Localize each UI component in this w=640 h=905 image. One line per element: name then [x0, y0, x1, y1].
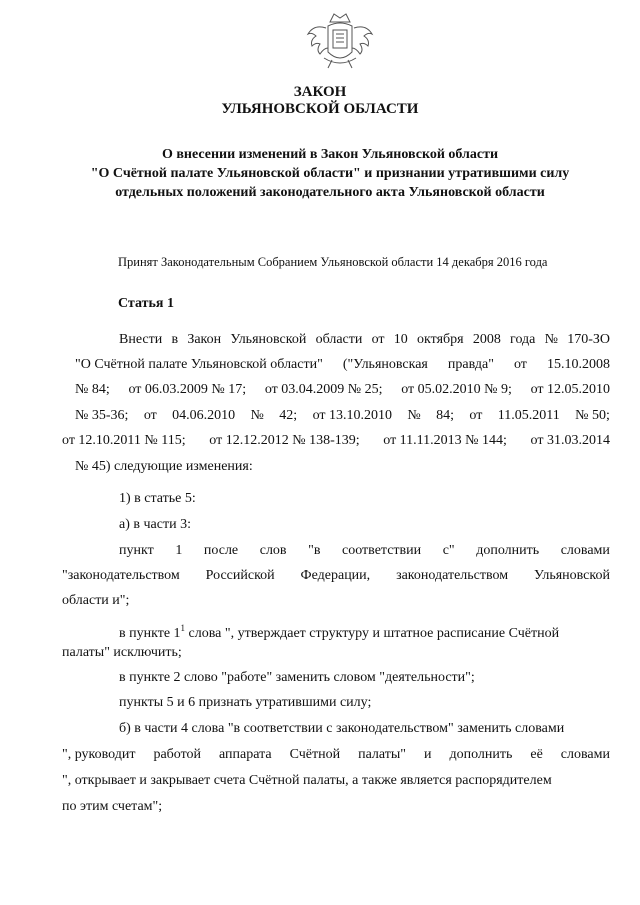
- word: б) в части 4 слова "в соответствии с законодательством" заменить словами: [119, 721, 565, 736]
- word: ", руководит: [62, 747, 136, 762]
- paragraph-line: области и";: [62, 593, 130, 608]
- word: Ульяновской: [230, 332, 307, 347]
- word: от 05.02.2010 № 9;: [401, 382, 512, 397]
- word: после: [203, 543, 239, 558]
- law-title: ЗАКОН: [293, 84, 347, 100]
- paragraph-line: в пункте 2 слово "работе" заменить словом "деятельности";: [119, 670, 475, 685]
- paragraph-line: [119, 619, 610, 641]
- region-title: УЛЬЯНОВСКОЙ ОБЛАСТИ: [221, 101, 419, 117]
- word: "О Счётной палате Ульяновской области": [75, 357, 323, 372]
- word: Ульяновской: [534, 568, 610, 583]
- list-item: а) в части 3:: [119, 517, 191, 532]
- paragraph-line: [62, 772, 610, 790]
- word: 04.06.2010: [172, 408, 236, 423]
- word: "в: [308, 543, 321, 558]
- text-span: в пункте 1: [119, 626, 181, 641]
- word: Внести: [119, 332, 163, 347]
- word: ", открывает и закрывает счета Счётной палаты, а также является распорядителем: [62, 773, 552, 788]
- paragraph-line: [119, 720, 610, 738]
- word: и: [423, 747, 432, 762]
- word: правда": [447, 357, 494, 372]
- word: от 12.12.2012 № 138-139;: [209, 433, 360, 448]
- word: соответствии: [342, 543, 422, 558]
- coat-of-arms-emblem: [302, 8, 378, 70]
- word: законодательством: [396, 568, 509, 583]
- paragraph-line: [119, 331, 610, 349]
- word: от: [143, 408, 157, 423]
- word: № 50;: [575, 408, 610, 423]
- word: от 12.05.2010: [530, 382, 610, 397]
- paragraph-line: пункты 5 и 6 признать утратившими силу;: [119, 695, 372, 710]
- word: № 35-36;: [75, 408, 129, 423]
- paragraph-line: по этим счетам";: [62, 799, 163, 814]
- word: 10: [393, 332, 408, 347]
- paragraph-line: [62, 567, 610, 585]
- word: Федерации,: [300, 568, 371, 583]
- word: Закон: [187, 332, 222, 347]
- paragraph-line: № 45) следующие изменения:: [75, 459, 253, 474]
- word: дополнить: [449, 747, 513, 762]
- word: от: [371, 332, 385, 347]
- text-span: слова ", утверждает структуру и штатное расписание Счётной: [185, 626, 560, 641]
- word: 170-ЗО: [567, 332, 610, 347]
- subtitle-line: О внесении изменений в Закон Ульяновской области: [161, 147, 499, 162]
- word: дополнить: [476, 543, 540, 558]
- list-item: 1) в статье 5:: [119, 491, 196, 506]
- word: 11.05.2011: [497, 408, 560, 423]
- law-subtitle: [60, 145, 600, 202]
- word: от 31.03.2014: [530, 433, 610, 448]
- word: №: [544, 332, 558, 347]
- word: октября: [417, 332, 464, 347]
- word: 2008: [472, 332, 501, 347]
- word: "законодательством: [62, 568, 180, 583]
- word: в: [171, 332, 179, 347]
- word: от: [469, 408, 483, 423]
- word: от: [513, 357, 527, 372]
- word: Счётной: [289, 747, 341, 762]
- word: №: [250, 408, 264, 423]
- word: аппарата: [219, 747, 272, 762]
- paragraph-line: палаты" исключить;: [62, 645, 182, 660]
- paragraph-line: [119, 542, 610, 560]
- word: Российской: [205, 568, 275, 583]
- word: № 84;: [75, 382, 110, 397]
- word: словами: [560, 543, 610, 558]
- paragraph-line: [62, 746, 610, 764]
- paragraph-line: [75, 356, 610, 374]
- word: от 13.10.2010: [312, 408, 392, 423]
- paragraph-line: [62, 432, 610, 450]
- word: её: [530, 747, 543, 762]
- word: 1: [175, 543, 183, 558]
- word: слов: [259, 543, 287, 558]
- word: пункт: [119, 543, 154, 558]
- word: от 03.04.2009 № 25;: [264, 382, 383, 397]
- paragraph-line: [75, 407, 610, 425]
- word: области: [315, 332, 363, 347]
- word: словами: [560, 747, 610, 762]
- word: 15.10.2008: [546, 357, 610, 372]
- word: от 12.10.2011 № 115;: [62, 433, 186, 448]
- word: ("Ульяновская: [342, 357, 428, 372]
- adoption-note: Принят Законодательным Собранием Ульяновской области 14 декабря 2016 года: [118, 255, 548, 269]
- word: работой: [153, 747, 202, 762]
- subtitle-line: "О Счётной палате Ульяновской области" и признании утратившими силу: [90, 166, 570, 181]
- word: от 06.03.2009 № 17;: [128, 382, 247, 397]
- word: 84;: [436, 408, 455, 423]
- word: от 11.11.2013 № 144;: [383, 433, 507, 448]
- word: палаты": [358, 747, 406, 762]
- word: №: [407, 408, 421, 423]
- subtitle-line: отдельных положений законодательного акта Ульяновской области: [115, 185, 545, 200]
- article-heading: Статья 1: [118, 296, 174, 311]
- word: 42;: [279, 408, 298, 423]
- word: с": [442, 543, 455, 558]
- word: года: [510, 332, 536, 347]
- paragraph-line: [75, 381, 610, 399]
- superscript: 1: [180, 623, 186, 633]
